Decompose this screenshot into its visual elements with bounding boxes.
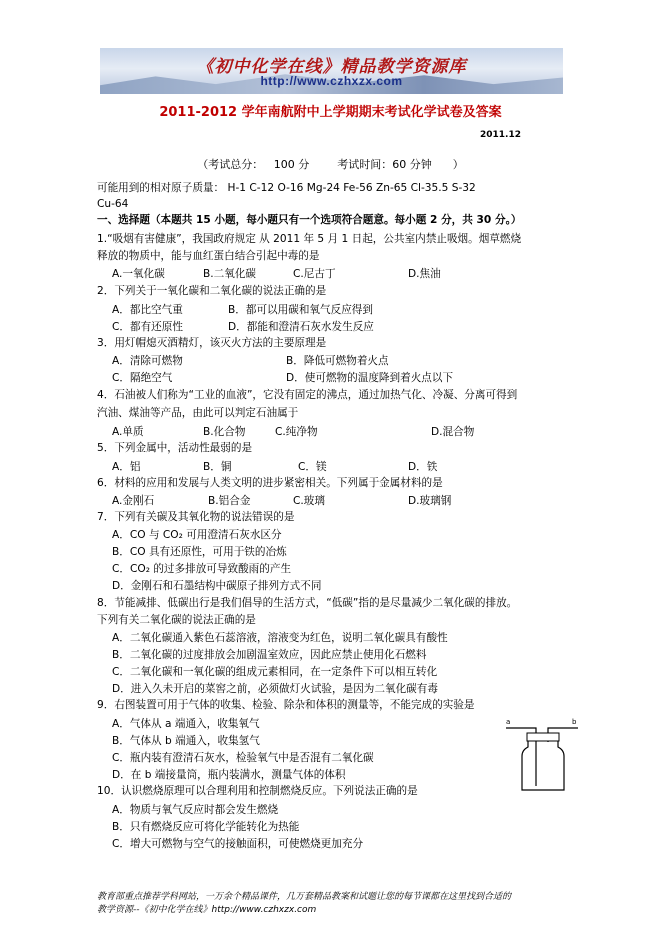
q1-stem-line1: 1.“吸烟有害健康”，我国政府规定 从 2011 年 5 月 1 日起，公共室内禁止吸烟。烟草燃烧 (97, 233, 522, 245)
q5-stem: 5．下列金属中，活动性最弱的是 (97, 442, 253, 454)
q7-option-c: C．CO₂ 的过多排放可导致酸雨的产生 (112, 563, 292, 575)
q6-option-d: D.玻璃钢 (408, 495, 452, 507)
q5-option-a: A．铝 (112, 461, 141, 473)
q3-option-d: D．使可燃物的温度降到着火点以下 (286, 372, 454, 384)
q8-option-a: A．二氧化碳通入紫色石蕊溶液，溶液变为红色，说明二氧化碳具有酸性 (112, 632, 448, 644)
section-heading: 一、选择题（本题共 15 小题，每小题只有一个选项符合题意。每小题 2 分，共 30 分。） (97, 214, 522, 226)
q4-option-c: C.纯净物 (275, 426, 318, 438)
q9-option-c: C．瓶内装有澄清石灰水，检验氧气中是否混有二氧化碳 (112, 752, 374, 764)
q3-option-c: C．隔绝空气 (112, 372, 173, 384)
q10-option-b: B．只有燃烧反应可将化学能转化为热能 (112, 821, 300, 833)
q7-option-d: D．金刚石和石墨结构中碳原子排列方式不同 (112, 580, 322, 592)
q8-option-b: B．二氧化碳的过度排放会加剧温室效应，因此应禁止使用化石燃料 (112, 649, 427, 661)
q5-option-b: B．铜 (203, 461, 232, 473)
q2-stem: 2．下列关于一氧化碳和二氧化碳的说法正确的是 (97, 285, 327, 297)
q8-option-d: D．进入久未开启的菜窖之前，必须做灯火试验，是因为二氧化碳有毒 (112, 683, 438, 695)
q4-option-d: D.混合物 (431, 426, 475, 438)
q8-stem-line2: 下列有关二氧化碳的说法正确的是 (97, 614, 256, 626)
q6-stem: 6．材料的应用和发展与人类文明的进步紧密相关。下列属于金属材料的是 (97, 477, 443, 489)
q2-option-b: B．都可以用碳和氧气反应得到 (228, 304, 373, 316)
q9-option-a: A．气体从 a 端通入，收集氧气 (112, 718, 260, 730)
q1-option-d: D.焦油 (408, 268, 441, 280)
footer-line1: 教育部重点推荐学科网站，一万余个精品课件，几万套精品教案和试题让您的每节课都在这里找到合适的 (97, 892, 512, 902)
q5-option-c: C．镁 (298, 461, 327, 473)
stopper (527, 733, 559, 741)
q7-option-a: A．CO 与 CO₂ 可用澄清石灰水区分 (112, 529, 282, 541)
banner-title: 《初中化学在线》精品教学资源库 (196, 57, 467, 77)
document-date: 2011.12 (480, 130, 521, 140)
q3-stem: 3．用灯帽熄灭酒精灯，该灭火方法的主要原理是 (97, 337, 327, 349)
q8-stem-line1: 8．节能减排、低碳出行是我们倡导的生活方式，“低碳”指的是尽量减少二氧化碳的排放。 (97, 597, 518, 609)
q5-option-d: D．铁 (408, 461, 438, 473)
q3-option-a: A．清除可燃物 (112, 355, 183, 367)
tube-a-label: a (506, 718, 511, 726)
tube-b-label: b (572, 718, 577, 726)
q4-stem-line2: 汽油、煤油等产品，由此可以判定石油属于 (97, 407, 299, 419)
q8-option-c: C．二氧化碳和一氧化碳的组成元素相同，在一定条件下可以相互转化 (112, 666, 438, 678)
q6-option-c: C.玻璃 (293, 495, 325, 507)
q2-option-c: C．都有还原性 (112, 321, 183, 333)
header-banner (100, 48, 563, 94)
q10-option-c: C．增大可燃物与空气的接触面积，可使燃烧更加充分 (112, 838, 364, 850)
gas-bottle-apparatus-figure (498, 712, 588, 792)
q1-stem-line2: 释放的物质中，能与血红蛋白结合引起中毒的是 (97, 250, 320, 262)
q1-option-a: A.一氧化碳 (112, 268, 165, 280)
q2-option-d: D．都能和澄清石灰水发生反应 (228, 321, 374, 333)
q1-option-c: C.尼古丁 (293, 268, 336, 280)
q4-option-b: B.化合物 (203, 426, 246, 438)
banner-url: http://www.czhxzx.com (260, 74, 403, 88)
q10-stem: 10．认识燃烧原理可以合理利用和控制燃烧反应。下列说法正确的是 (97, 785, 418, 797)
q9-option-d: D．在 b 端接量筒，瓶内装满水，测量气体的体积 (112, 769, 346, 781)
q3-option-b: B．降低可燃物着火点 (286, 355, 389, 367)
q4-option-a: A.单质 (112, 426, 144, 438)
exam-info: （考试总分： 100 分 考试时间：60 分钟 ） (197, 158, 464, 171)
q7-option-b: B．CO 具有还原性，可用于铁的冶炼 (112, 546, 287, 558)
q2-option-a: A．都比空气重 (112, 304, 183, 316)
q4-stem-line1: 4．石油被人们称为“工业的血液”，它没有固定的沸点，通过加热气化、冷凝、分离可得到 (97, 389, 518, 401)
q9-stem: 9．右图装置可用于气体的收集、检验、除杂和体积的测量等，不能完成的实验是 (97, 699, 475, 711)
q6-option-a: A.金刚石 (112, 495, 155, 507)
q10-option-a: A．物质与氧气反应时都会发生燃烧 (112, 804, 279, 816)
atomic-masses-line2: Cu-64 (97, 198, 129, 210)
bottle (522, 741, 564, 790)
document-title: 2011-2012 学年南航附中上学期期末考试化学试卷及答案 (159, 105, 502, 120)
footer-note (97, 891, 567, 917)
q6-option-b: B.铝合金 (208, 495, 251, 507)
q9-option-b: B．气体从 b 端通入，收集氢气 (112, 735, 260, 747)
atomic-masses-line1: 可能用到的相对原子质量： H-1 C-12 O-16 Mg-24 Fe-56 Zn-65 Cl-35.5 S-32 (97, 182, 476, 194)
footer-line2: 教学资源--《初中化学在线》http://www.czhxzx.com (97, 905, 317, 915)
q1-option-b: B.二氧化碳 (203, 268, 257, 280)
q7-stem: 7．下列有关碳及其氧化物的说法错误的是 (97, 511, 295, 523)
